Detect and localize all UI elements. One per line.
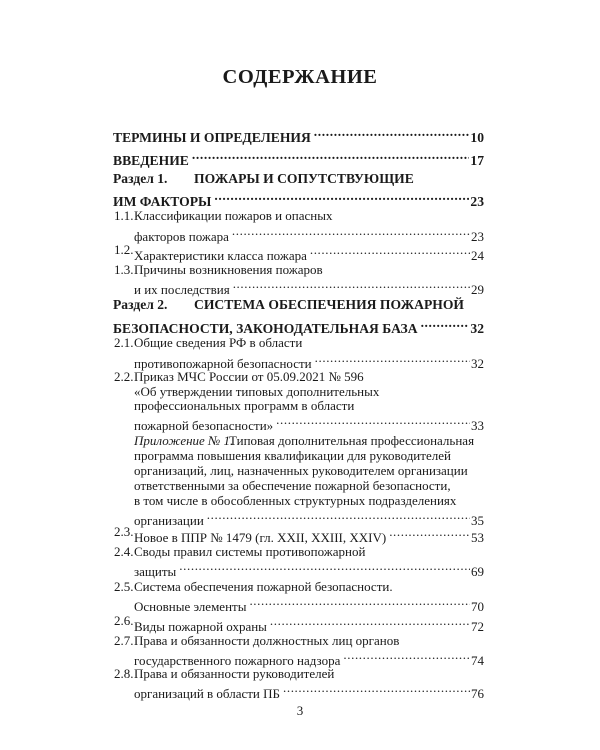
toc-page-number: 32 [470, 321, 484, 336]
toc-entry-2-3[interactable] [0, 522, 600, 545]
toc-entry-2-1-cont[interactable] [0, 348, 600, 371]
section-title-line: ИМ ФАКТОРЫ [113, 194, 212, 209]
entry-number: 2.6. [114, 613, 134, 628]
dot-leader [280, 678, 470, 698]
toc-page-number: 74 [471, 653, 484, 668]
toc-entry-introduction[interactable] [0, 145, 600, 168]
entry-text-line: Система обеспечения пожарной безопасности. [134, 579, 393, 594]
section-label: Раздел 2. [113, 297, 168, 312]
dot-leader [273, 410, 470, 430]
entry-text-line: организации [134, 513, 204, 528]
dot-leader [176, 556, 470, 576]
dot-leader [230, 274, 470, 294]
entry-text-line: в том числе в обособленных структурных подразделениях [134, 493, 457, 508]
toc-page-number: 24 [471, 248, 484, 263]
entry-number: 1.2. [114, 242, 134, 257]
section-label: Раздел 1. [113, 171, 168, 186]
entry-text-line: Общие сведения РФ в области [134, 335, 303, 350]
entry-text-line: профессиональных программ в области [134, 398, 355, 413]
entry-number: 1.3. [114, 262, 134, 277]
page-number: 3 [296, 703, 304, 718]
section-title-line: ПОЖАРЫ И СОПУТСТВУЮЩИЕ [194, 171, 414, 186]
appendix-label: Приложение № 1. [134, 433, 234, 448]
entry-text-line: защиты [134, 564, 177, 579]
entry-text-line: Своды правил системы противопожарной [134, 544, 366, 559]
toc-page-number: 35 [471, 513, 484, 528]
toc-entry-leader-row [113, 145, 484, 171]
entry-text-line: Права и обязанности должностных лиц органов [134, 633, 400, 648]
section-title-line: СИСТЕМА ОБЕСПЕЧЕНИЯ ПОЖАРНОЙ [194, 297, 464, 312]
entry-text-line: ответственными за обеспечение пожарной безопасности, [134, 478, 451, 493]
page-title: СОДЕРЖАНИЕ [222, 66, 378, 88]
entry-text-line: Причины возникновения пожаров [134, 262, 323, 277]
toc-entry-title: ВВЕДЕНИЕ [113, 153, 189, 168]
entry-number: 2.1. [114, 335, 134, 350]
toc-entry-title: ТЕРМИНЫ И ОПРЕДЕЛЕНИЯ [113, 130, 311, 145]
entry-text-line: и их последствия [134, 282, 230, 297]
entry-text-line: Права и обязанности руководителей [134, 666, 335, 681]
toc-entry-1-3-cont[interactable] [0, 274, 600, 297]
section-title-line: БЕЗОПАСНОСТИ, ЗАКОНОДАТЕЛЬНАЯ БАЗА [113, 321, 418, 336]
entry-text-line: противопожарной безопасности [134, 356, 312, 371]
toc-entry-2-7-cont[interactable] [0, 645, 600, 668]
toc-page-number: 53 [471, 530, 484, 545]
toc-page-number: 32 [471, 356, 484, 371]
toc-section-2-cont[interactable] [0, 313, 600, 336]
entry-text-line: Новое в ППР № 1479 (гл. XXII, XXIII, XXIV) [134, 530, 387, 545]
toc-page-number: 23 [470, 194, 484, 209]
toc-entry-terms[interactable] [0, 122, 600, 145]
entry-text-line: Основные элементы [134, 599, 247, 614]
entry-text-line: Классификации пожаров и опасных [134, 208, 333, 223]
dot-leader [189, 145, 470, 165]
toc-page-number: 17 [470, 153, 484, 168]
entry-number: 2.7. [114, 633, 134, 648]
entry-number: 2.4. [114, 544, 134, 559]
entry-number: 2.8. [114, 666, 134, 681]
entry-text-line: Виды пожарной охраны [134, 619, 267, 634]
toc-page-number: 23 [471, 229, 484, 244]
toc-page-number: 33 [471, 418, 484, 433]
dot-leader [311, 122, 470, 142]
entry-text-line: организаций, лиц, назначенных руководителем организации [134, 463, 468, 478]
toc-entry-2-8-cont[interactable] [0, 678, 600, 701]
dot-leader [340, 645, 470, 665]
toc-entry-1-1-cont[interactable] [0, 221, 600, 244]
toc-entry-leader-row [134, 678, 484, 704]
toc-page-number: 76 [471, 686, 484, 701]
entry-number: 1.1. [114, 208, 134, 223]
toc-page-number: 70 [471, 599, 484, 614]
dot-leader [267, 611, 470, 631]
entry-text-line: организаций в области ПБ [134, 686, 280, 701]
dot-leader [307, 240, 470, 260]
toc-entry-2-4-cont[interactable] [0, 556, 600, 579]
entry-text-line: факторов пожара [134, 229, 229, 244]
toc-section-2[interactable] [0, 295, 600, 315]
dot-leader [386, 522, 470, 542]
toc-page-number: 29 [471, 282, 484, 297]
entry-text-line: программа повышения квалификации для руководителей [134, 448, 451, 463]
dot-leader [246, 591, 470, 611]
toc-page-number: 10 [470, 130, 484, 145]
entry-text-line: государственного пожарного надзора [134, 653, 341, 668]
entry-number: 2.2. [114, 369, 134, 384]
toc-section-1-cont[interactable] [0, 186, 600, 209]
entry-text-line: пожарной безопасности» [134, 418, 274, 433]
entry-text-line: Приказ МЧС России от 05.09.2021 № 596 [134, 369, 364, 384]
dot-leader [211, 186, 469, 206]
toc-page-number: 69 [471, 564, 484, 579]
toc-page-number: 72 [471, 619, 484, 634]
toc-entry-2-5-cont[interactable] [0, 591, 600, 614]
entry-text-line: «Об утверждении типовых дополнительных [134, 384, 380, 399]
toc-entry-1-2[interactable] [0, 240, 600, 263]
dot-leader [229, 221, 470, 241]
dot-leader [312, 348, 470, 368]
entry-text-line: Типовая дополнительная профессиональная [229, 433, 475, 448]
toc-entry-2-2-cont[interactable] [0, 410, 600, 433]
entry-text-line: Характеристики класса пожара [134, 248, 307, 263]
entry-number: 2.3. [114, 524, 134, 539]
toc-entry-2-6[interactable] [0, 611, 600, 634]
entry-number: 2.5. [114, 579, 134, 594]
dot-leader [418, 313, 470, 333]
